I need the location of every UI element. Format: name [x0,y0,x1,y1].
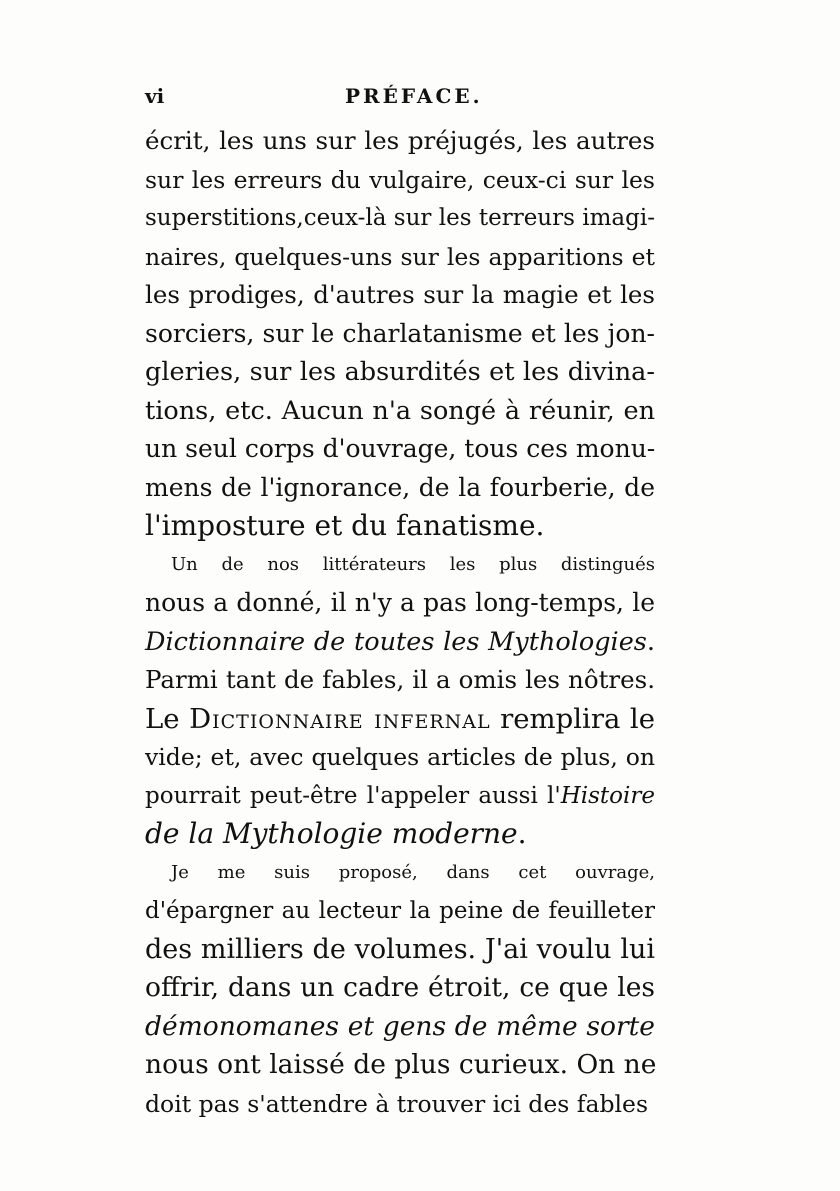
text-line [145,1008,655,1047]
running-head: PRÉFACE. [345,84,483,108]
body-text [145,122,655,1123]
text-line: les prodiges, d'autres sur la magie et les [145,280,655,309]
text-line: nous ont laissé de plus curieux. On ne [145,1049,657,1080]
small-caps-text: Dictionnaire infernal [189,702,491,735]
text-line: offrir, dans un cadre étroit, ce que les [145,972,655,1003]
text-line: doit pas s'attendre à trouver ici des fables [145,1089,649,1118]
text-line: des milliers de volumes. J'ai voulu lui [145,933,655,965]
text-segment: pourrait peut-être l'appeler aussi l' [145,782,561,809]
text-line: mens de l'ignorance, de la fourberie, de [145,472,655,502]
text-line: naires, quelques-uns sur les apparitions et [145,242,655,271]
page-number: vi [145,84,165,108]
text-line: sur les erreurs du vulgaire, ceux-ci sur les [145,165,655,194]
text-line: Parmi tant de fables, il a omis les nôtres. [145,665,655,694]
text-line: gleries, sur les absurdités et les divina- [145,357,655,387]
text-line: vide; et, avec quelques articles de plus, on [145,743,655,771]
text-line: l'imposture et du fanatisme. [145,509,545,542]
text-line: nous a donné, il n'y a pas long-temps, le [145,588,655,617]
text-line [145,777,655,816]
text-segment: remplira le [490,702,655,735]
text-line [145,700,655,739]
italic-text: de la Mythologie moderne [145,817,518,850]
text-line: un seul corps d'ouvrage, tous ces monu- [145,434,656,463]
text-segment: . [646,626,655,657]
text-line [145,815,655,854]
italic-text: démonomanes et gens de même sorte [145,1010,655,1042]
text-line: Un de nos littérateurs les plus distingués [171,553,655,575]
text-line: écrit, les uns sur les préjugés, les autres [145,126,655,155]
paragraph-1 [145,122,655,546]
page-header [145,84,655,114]
text-segment: Le [145,702,190,735]
text-line: Je me suis proposé, dans cet ouvrage, [171,861,655,883]
paragraph-2 [145,546,655,854]
paragraph-3 [145,854,655,1124]
text-line: tions, etc. Aucun n'a songé à réunir, en [145,395,655,426]
italic-text: Histoire [560,782,655,809]
text-segment: . [517,817,527,850]
text-line: d'épargner au lecteur la peine de feuilleter [145,898,655,924]
italic-text: Dictionnaire de toutes les Mythologies [145,626,647,657]
text-line [145,623,655,662]
text-line: sorciers, sur le charlatanisme et les jon- [145,318,655,348]
text-line: superstitions,ceux-là sur les terreurs imagi- [145,205,655,231]
